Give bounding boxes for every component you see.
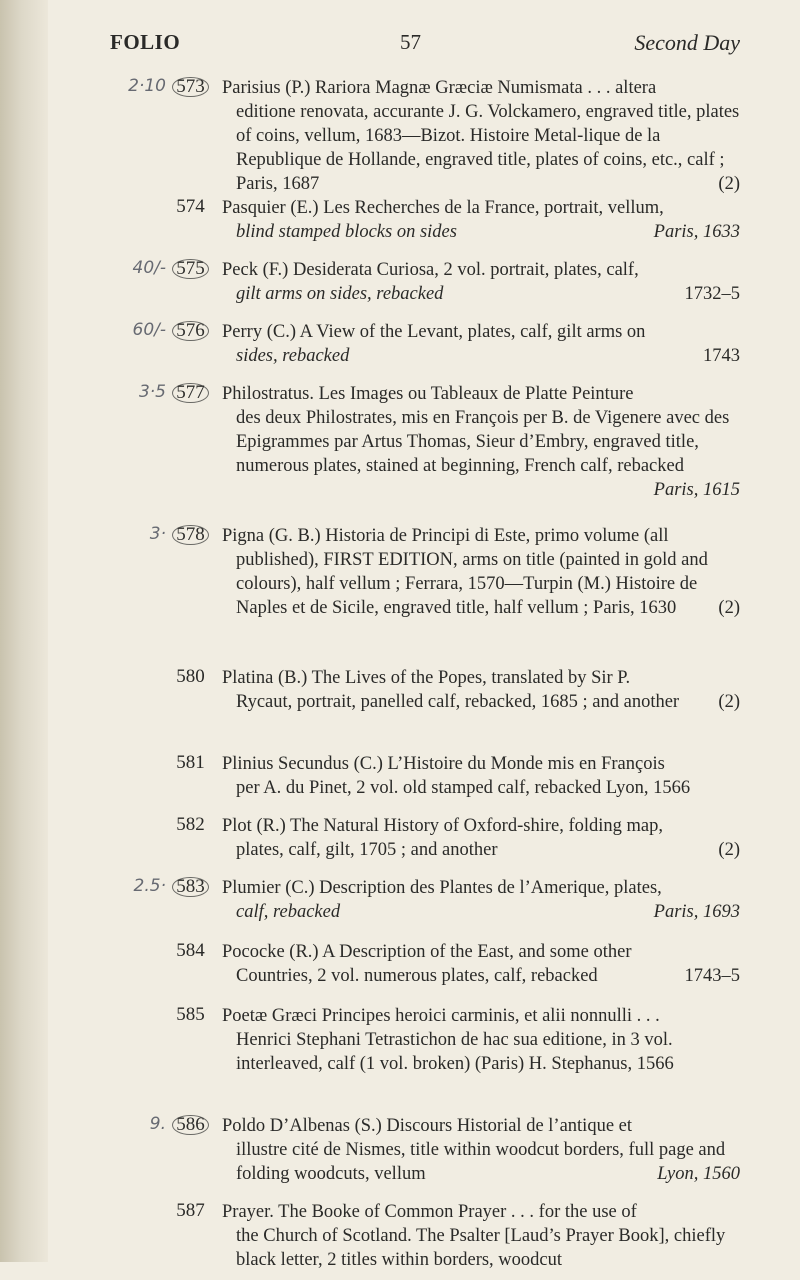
lot-entry [0, 666, 800, 752]
lot-number: 585 [176, 1004, 205, 1025]
lot-imprint: (2) [718, 692, 740, 712]
lot-entry [0, 196, 800, 258]
lot-number: 582 [176, 814, 205, 835]
section-label: FOLIO [110, 30, 181, 54]
lot-imprint: 1743–5 [684, 966, 740, 986]
lot-imprint: (2) [718, 840, 740, 860]
page-header [110, 30, 740, 60]
lot-number: 577 [172, 383, 209, 403]
lot-entry [0, 1200, 800, 1280]
lot-description: des deux Philostrates, mis en François per B. de Vigenere avec des Epigrammes par Artus Thomas, Sieur d’Embry, engraved title, numerous plates, stained at beginning, French calf, rebacked [236, 408, 730, 476]
lot-title: Plot (R.) The Natural History of Oxford-shire, folding map, [222, 816, 664, 836]
lot-title: Pigna (G. B.) Historia de Principi di Este, primo volume (all [222, 526, 669, 546]
lot-number: 586 [172, 1115, 209, 1135]
margin-note: 3· [149, 524, 166, 544]
lot-number: 587 [176, 1200, 205, 1221]
lot-description: calf, rebacked [236, 902, 341, 922]
lot-number: 578 [172, 525, 209, 545]
lot-entry [0, 382, 800, 524]
lot-entry [0, 76, 800, 196]
lot-description: editione renovata, accurante J. G. Volckamero, engraved title, plates of coins, vellum, 1683—Bizot. Histoire Metal-lique de la Republique de Hollande, engraved title, plates of coins, etc., calf ; Paris, 1687 [236, 102, 740, 194]
margin-note: 9. [149, 1114, 166, 1134]
lot-entry [0, 1004, 800, 1114]
lot-imprint: Paris, 1693 [653, 902, 740, 922]
lot-imprint: Paris, 1615 [653, 480, 740, 500]
lot-title: Philostratus. Les Images ou Tableaux de Platte Peinture [222, 384, 634, 404]
lot-entry [0, 752, 800, 814]
lot-description: gilt arms on sides, rebacked [236, 284, 444, 304]
lot-title: Prayer. The Booke of Common Prayer . . . for the use of [222, 1202, 637, 1222]
lot-title: Pococke (R.) A Description of the East, and some other [222, 942, 632, 962]
lot-description: Rycaut, portrait, panelled calf, rebacked, 1685 ; and another [236, 692, 680, 712]
lot-imprint: 1743 [703, 346, 740, 366]
lot-imprint: (2) [718, 598, 740, 618]
lot-imprint: Lyon, 1560 [657, 1164, 740, 1184]
lot-title: Perry (C.) A View of the Levant, plates, calf, gilt arms on [222, 322, 646, 342]
lot-title: Platina (B.) The Lives of the Popes, translated by Sir P. [222, 668, 631, 688]
lot-entry [0, 524, 800, 666]
lot-title: Parisius (P.) Rariora Magnæ Græciæ Numismata . . . altera [222, 78, 657, 98]
lot-title: Peck (F.) Desiderata Curiosa, 2 vol. portrait, plates, calf, [222, 260, 639, 280]
lot-entry [0, 814, 800, 876]
lot-imprint: Paris, 1633 [653, 222, 740, 242]
lot-entry [0, 320, 800, 382]
sale-day: Second Day [634, 30, 740, 55]
lot-title: Plinius Secundus (C.) L’Histoire du Monde mis en François [222, 754, 665, 774]
lot-number: 574 [176, 196, 205, 217]
lot-description: illustre cité de Nismes, title within woodcut borders, full page and folding woodcuts, vellum [236, 1140, 726, 1184]
lot-title: Poetæ Græci Principes heroici carminis, et alii nonnulli . . . [222, 1006, 660, 1026]
lot-imprint: (2) [718, 174, 740, 194]
lot-description: Countries, 2 vol. numerous plates, calf, rebacked [236, 966, 598, 986]
margin-note: 40/- [132, 258, 166, 278]
lot-number: 581 [176, 752, 205, 773]
lot-number: 573 [172, 77, 209, 97]
lot-number: 584 [176, 940, 205, 961]
lot-number: 575 [172, 259, 209, 279]
margin-note: 60/- [132, 320, 166, 340]
lot-description: plates, calf, gilt, 1705 ; and another [236, 840, 498, 860]
page-number: 57 [400, 30, 421, 54]
lot-list [0, 76, 800, 1280]
lot-number: 576 [172, 321, 209, 341]
lot-entry [0, 1114, 800, 1200]
lot-imprint: 1732–5 [684, 284, 740, 304]
margin-note: 3·5 [138, 382, 166, 402]
lot-description: published), FIRST EDITION, arms on title (painted in gold and colours), half vellum ; Ferrara, 1570—Turpin (M.) Histoire de Naples et de Sicile, engraved title, half vellum ; Paris, 1630 [236, 550, 708, 618]
lot-description: blind stamped blocks on sides [236, 222, 457, 242]
lot-entry [0, 258, 800, 320]
lot-title: Pasquier (E.) Les Recherches de la France, portrait, vellum, [222, 198, 664, 218]
lot-number: 580 [176, 666, 205, 687]
lot-entry [0, 876, 800, 940]
lot-description: the Church of Scotland. The Psalter [Laud’s Prayer Book], chiefly black letter, 2 titles within borders, woodcut [236, 1226, 726, 1270]
lot-entry [0, 940, 800, 1004]
margin-note: 2·10 [128, 76, 166, 96]
margin-note: 2.5· [133, 876, 166, 896]
lot-title: Plumier (C.) Description des Plantes de l’Amerique, plates, [222, 878, 662, 898]
lot-description: Henrici Stephani Tetrastichon de hac sua editione, in 3 vol. interleaved, calf (1 vol. broken) (Paris) H. Stephanus, 1566 [236, 1030, 674, 1074]
lot-number: 583 [172, 877, 209, 897]
lot-description: per A. du Pinet, 2 vol. old stamped calf, rebacked Lyon, 1566 [236, 778, 691, 798]
lot-description: sides, rebacked [236, 346, 350, 366]
lot-title: Poldo D’Albenas (S.) Discours Historial de l’antique et [222, 1116, 633, 1136]
